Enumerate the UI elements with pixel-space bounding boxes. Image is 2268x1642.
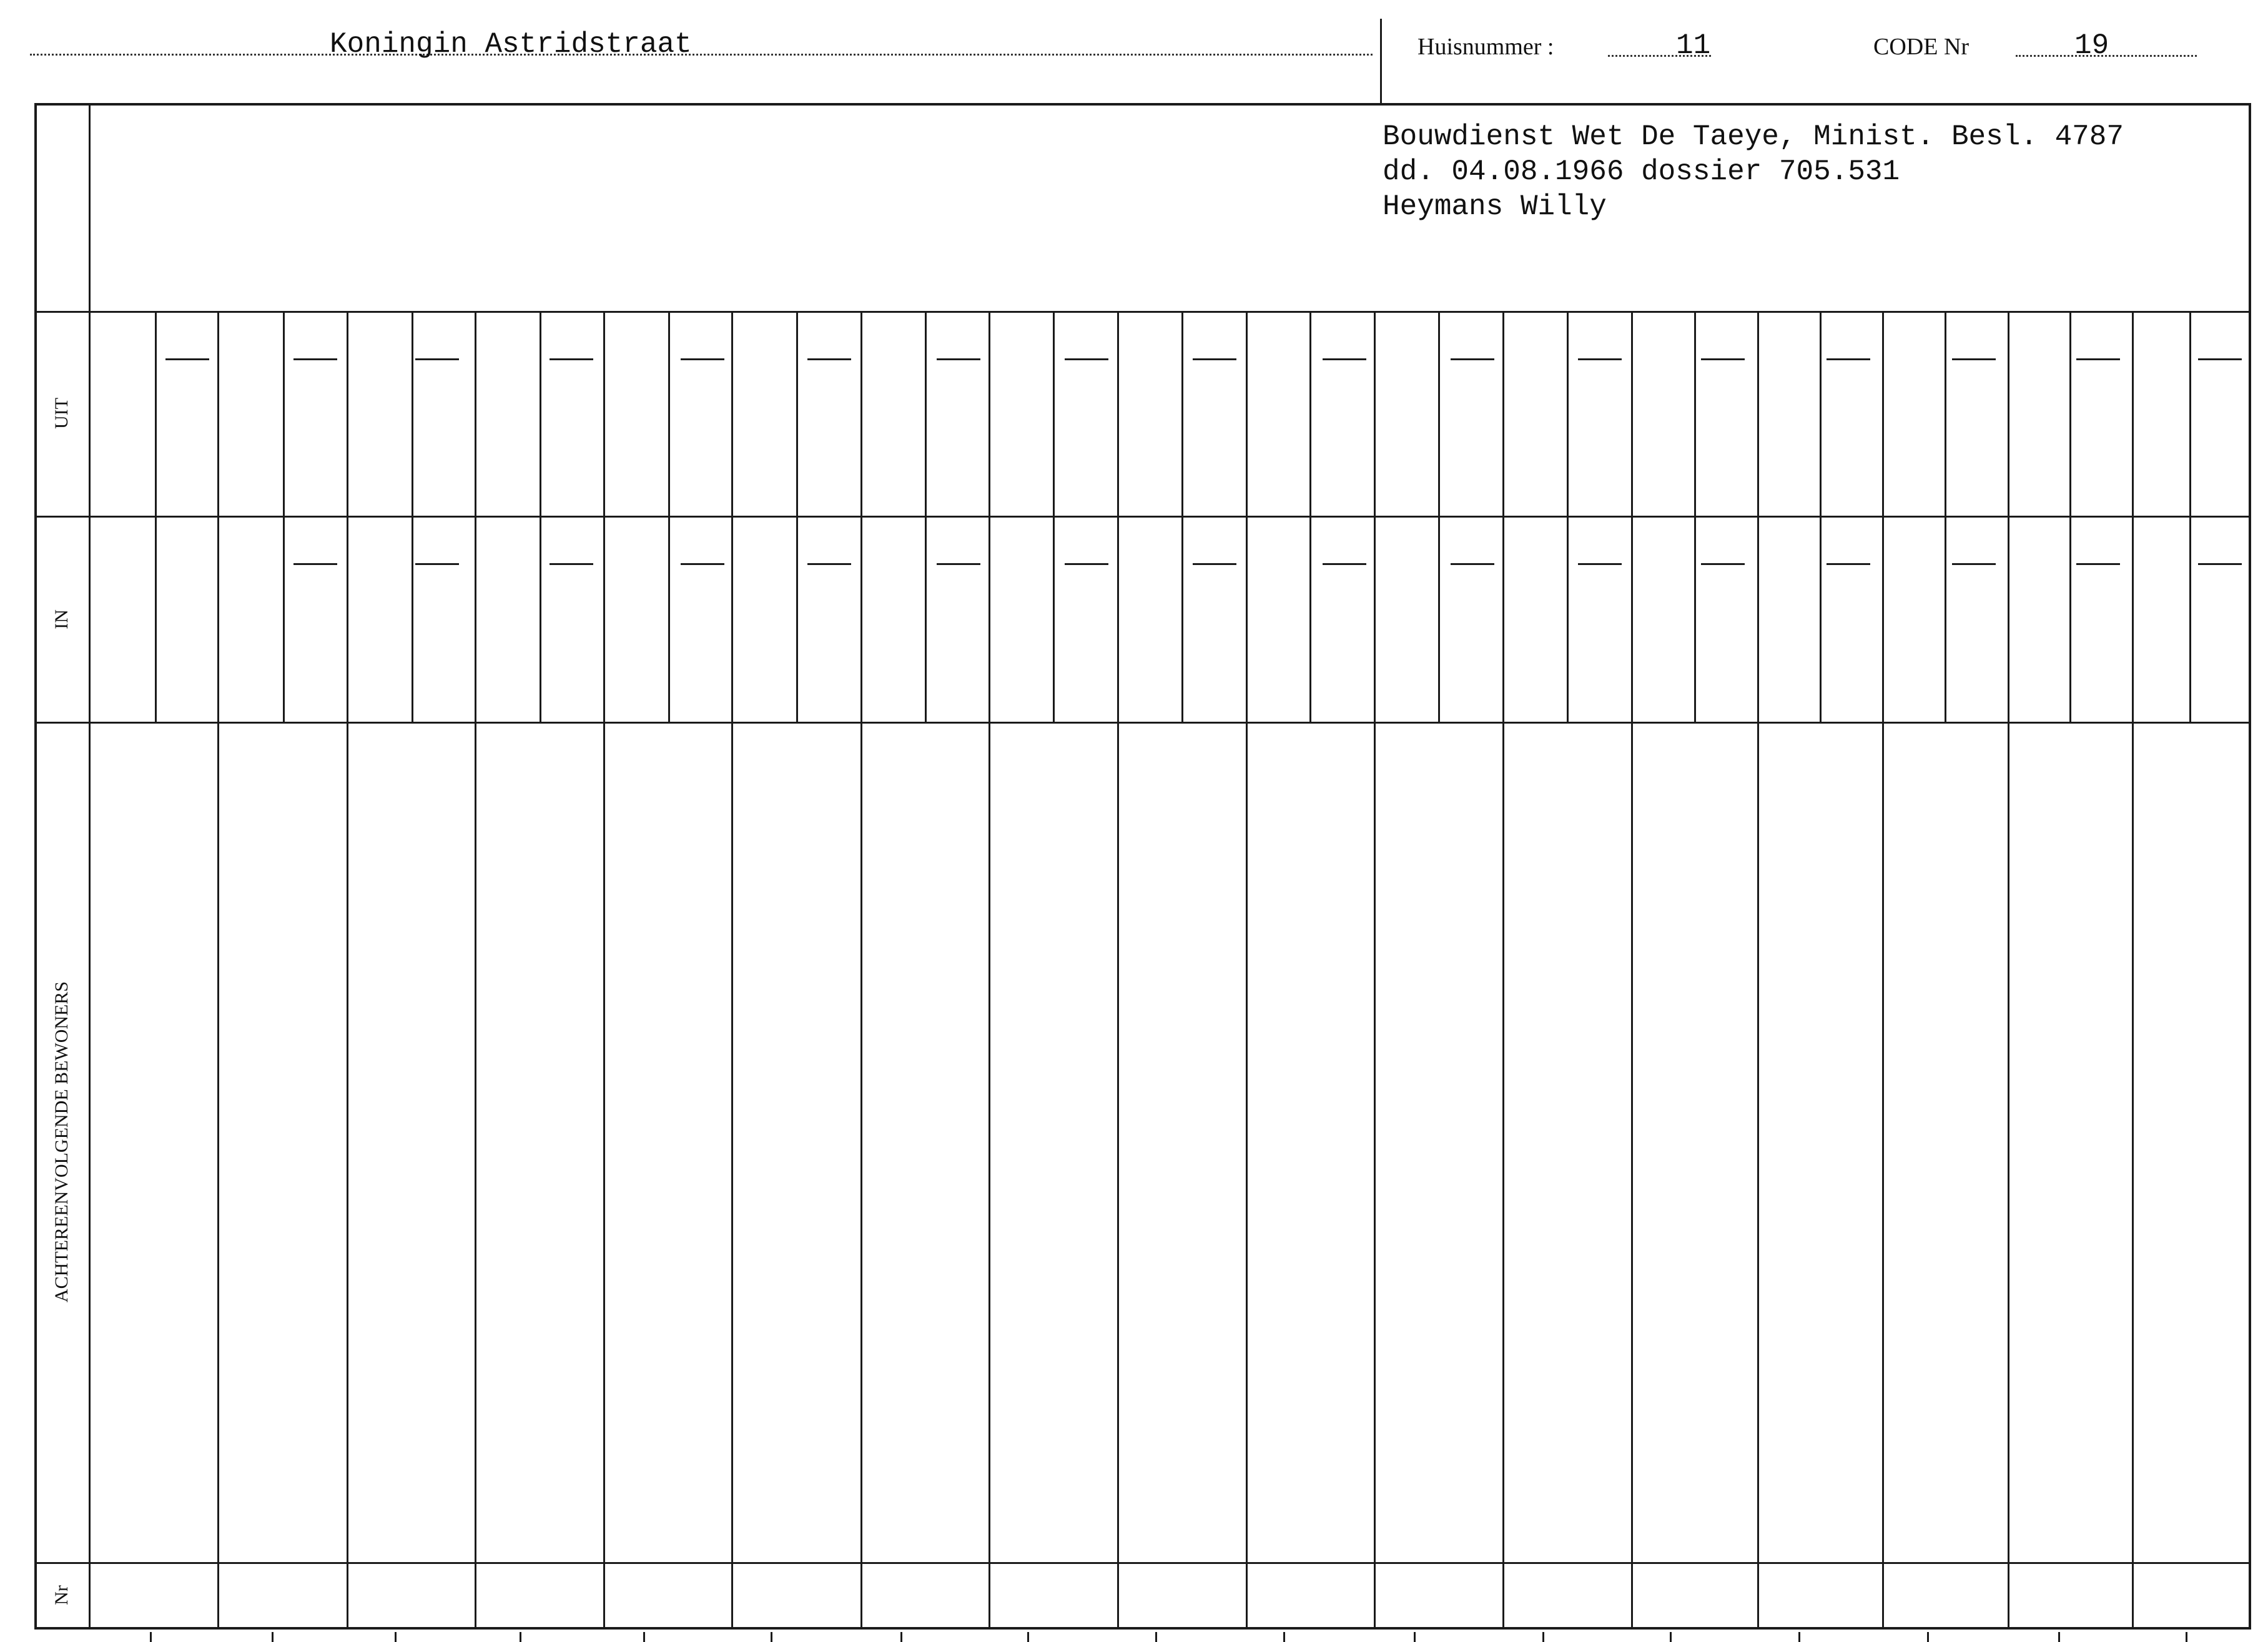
in-dash [1701,563,1745,565]
notes-line-2: dd. 04.08.1966 dossier 705.531 [1383,155,1900,188]
subcolumn-line [925,311,927,722]
uit-dash [807,358,851,360]
column-line [1117,311,1119,1630]
bottom-tick [2186,1632,2187,1642]
code-value: 19 [2074,29,2109,62]
column-line [1757,311,1759,1630]
subcolumn-line [2189,311,2191,722]
bottom-tick [150,1632,152,1642]
uit-dash [1952,358,1996,360]
uit-dash [2198,358,2242,360]
street-underline [30,54,1373,56]
in-dash [1065,563,1108,565]
bottom-tick [1798,1632,1800,1642]
in-dash [1193,563,1236,565]
column-line [1882,311,1884,1630]
row-label-uit: UIT [51,398,72,429]
bottom-tick [643,1632,645,1642]
uit-dash [293,358,337,360]
uit-dash [1193,358,1236,360]
in-dash [550,563,593,565]
notes-line-3: Heymans Willy [1383,190,1607,223]
in-dash [1827,563,1870,565]
in-dash [937,563,980,565]
uit-dash [1065,358,1108,360]
in-dash [1952,563,1996,565]
column-line [860,311,862,1630]
bottom-tick [520,1632,521,1642]
uit-dash [1323,358,1366,360]
in-dash [807,563,851,565]
in-dash [1323,563,1366,565]
uit-dash [681,358,724,360]
house-number-label: Huisnummer : [1418,34,1554,60]
row-label-nr: Nr [51,1585,72,1605]
column-line [347,311,348,1630]
row-line-in [34,722,2251,724]
in-dash [2076,563,2120,565]
subcolumn-line [283,311,285,722]
row-line-uit [34,516,2251,518]
row-line-notes [34,311,2251,313]
in-dash [293,563,337,565]
uit-dash [550,358,593,360]
subcolumn-line [1567,311,1569,722]
bottom-tick [900,1632,902,1642]
bottom-tick [1927,1632,1929,1642]
column-line [989,311,990,1630]
subcolumn-line [1053,311,1055,722]
in-dash [1451,563,1494,565]
uit-dash [1451,358,1494,360]
column-line [1502,311,1504,1630]
column-line [2008,311,2009,1630]
column-line [217,311,219,1630]
house-number-value: 11 [1676,29,1711,62]
subcolumn-line [1309,311,1311,722]
bottom-tick [1155,1632,1157,1642]
uit-dash [1701,358,1745,360]
in-dash [1578,563,1622,565]
bottom-tick [1414,1632,1416,1642]
subcolumn-line [155,311,157,722]
label-column-divider [89,103,91,1630]
subcolumn-line [540,311,541,722]
uit-dash [937,358,980,360]
subcolumn-line [2069,311,2071,722]
row-line-residents [34,1562,2251,1564]
bottom-tick [1283,1632,1285,1642]
bottom-tick [771,1632,772,1642]
bottom-tick [2058,1632,2060,1642]
subcolumn-line [1945,311,1946,722]
column-line [2132,311,2134,1630]
subcolumn-line [1438,311,1440,722]
uit-dash [1827,358,1870,360]
uit-dash [415,358,459,360]
street-name: Koningin Astridstraat [330,28,692,61]
uit-dash [2076,358,2120,360]
header-divider [1380,19,1382,103]
row-label-residents: ACHTEREENVOLGENDE BEWONERS [51,981,72,1303]
bottom-tick [395,1632,397,1642]
column-line [1631,311,1633,1630]
notes-block [1383,122,2124,227]
uit-dash [165,358,209,360]
subcolumn-line [1181,311,1183,722]
bottom-tick [272,1632,274,1642]
column-line [475,311,476,1630]
column-line [1246,311,1248,1630]
bottom-tick [1542,1632,1544,1642]
row-label-in: IN [51,609,72,629]
notes-line-1: Bouwdienst Wet De Taeye, Minist. Besl. 4787 [1383,120,2124,153]
column-line [603,311,605,1630]
in-dash [681,563,724,565]
subcolumn-line [412,311,413,722]
code-label: CODE Nr [1873,34,1970,60]
bottom-tick [1670,1632,1672,1642]
uit-dash [1578,358,1622,360]
subcolumn-line [1820,311,1822,722]
bottom-tick [1027,1632,1029,1642]
subcolumn-line [1694,311,1696,722]
column-line [1374,311,1376,1630]
column-line [731,311,733,1630]
in-dash [415,563,459,565]
subcolumn-line [668,311,670,722]
form-frame [34,103,2251,1630]
in-dash [2198,563,2242,565]
subcolumn-line [796,311,798,722]
